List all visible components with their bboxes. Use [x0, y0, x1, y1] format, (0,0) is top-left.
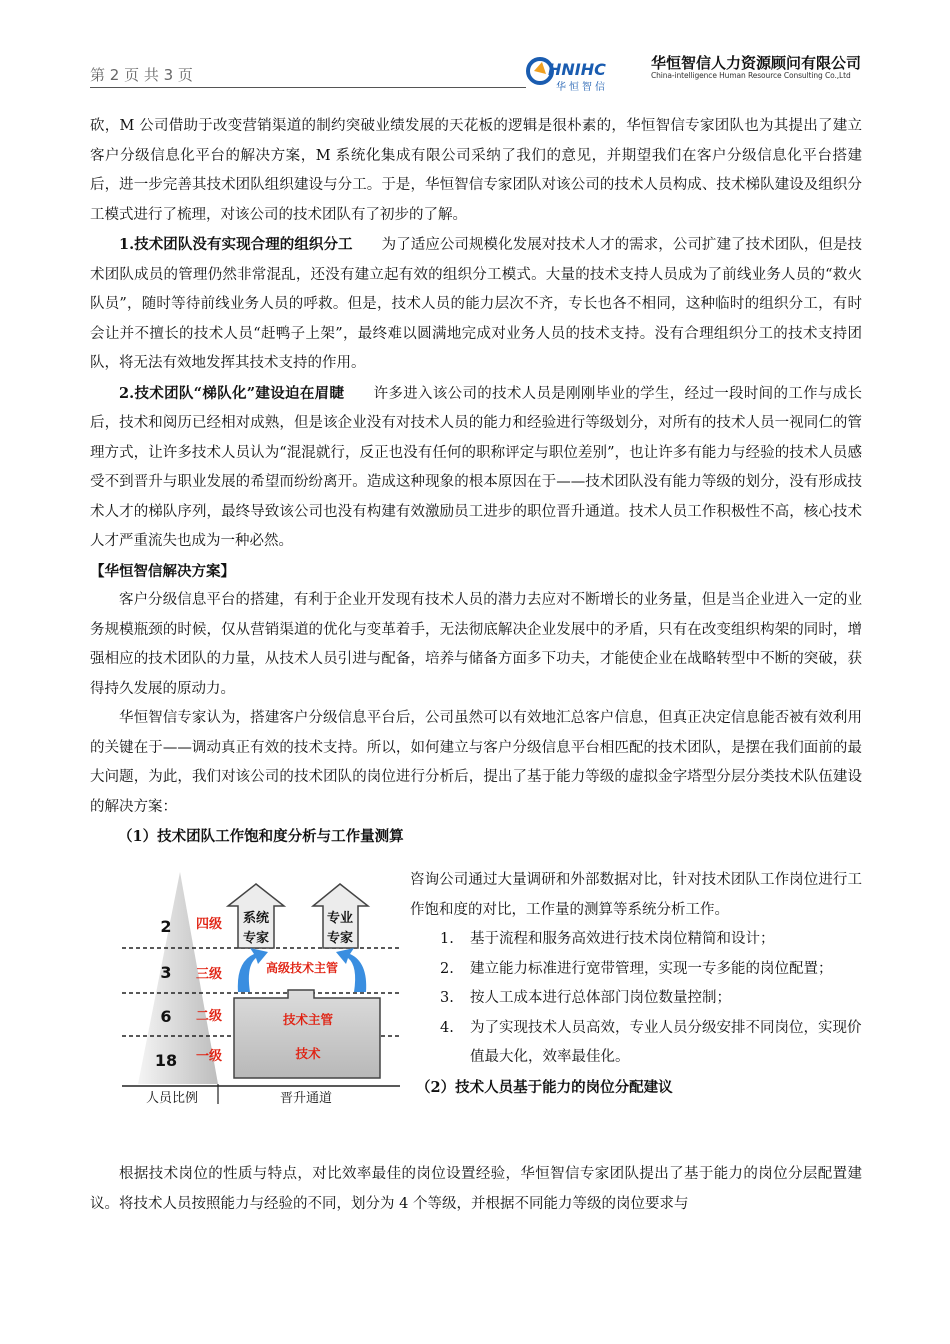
list-item: 3. 按人工成本进行总体部门岗位数量控制；: [440, 990, 731, 1006]
document-body: [90, 112, 862, 851]
company-logo: [526, 54, 866, 92]
company-name-cn: 华恒智信人力资源顾问有限公司: [651, 54, 862, 72]
logo-mark-icon: [526, 54, 646, 94]
heading-echelon: 2.技术团队“梯队化”建设迫在眉睫: [119, 384, 345, 402]
paragraph-2: [90, 230, 862, 379]
page-header: [90, 54, 862, 93]
section-title: 【华恒智信解决方案】: [90, 562, 235, 580]
level-4-label: 四级: [196, 917, 223, 932]
svg-text:专家: 专家: [326, 931, 354, 946]
bottom-paragraph-block: [90, 1160, 862, 1219]
pyramid-figure: [118, 866, 400, 1106]
paragraph-3: [90, 379, 862, 557]
heading-org-division: 1.技术团队没有实现合理的组织分工: [119, 236, 353, 253]
svg-text:华恒智信: 华恒智信: [556, 82, 608, 93]
list-item: 2. 建立能力标准进行宽带管理，实现一专多能的岗位配置；: [440, 960, 833, 977]
paragraph-4: 客户分级信息平台的搭建，有利于企业开发现有技术人员的潜力去应对不断增长的业务量，但是当企业进入一定的业务规模瓶颈的时候，仅从营销渠道的优化与变革着手，无法彻底解决企业发展中的矛盾，只有在改变组织构架的同时，增强相应的技术团队的力量，从技术人员引进与配备，培养与储备方面多下功夫，才能使企业在战略转型中不断的突破，获得持久发展的原动力。: [90, 592, 862, 697]
blue-arrow-right: [336, 948, 366, 992]
tech-label: 技术: [295, 1046, 321, 1061]
paragraph-3-text: 许多进入该公司的技术人员是刚刚毕业的学生，经过一段时间的工作与成长后，技术和阅历已经相对成熟，但是该企业没有对技术人员的能力和经验进行等级划分，对所有的技术人员一视同仁的管理方式，让许多技术人员认为“混混就行，反正也没有任何的职称评定与职位差别”，也让许多有能力与经验的技术人员感受不到晋升与职业发展的希望而纷纷离开。造成这种现象的根本原因在于——技术团队没有能力等级的划分，没有形成技术人才的梯队序列，最终导致该公司也没有构建有效激励员工进步的职位晋升通道。技术人员工作积极性不高，核心技术人才严重流失也成为一种必然。: [90, 385, 862, 549]
count-level-4: 2: [160, 917, 172, 936]
right-column: [410, 866, 862, 1102]
paragraph-5: 华恒智信专家认为，搭建客户分级信息平台后，公司虽然可以有效地汇总客户信息，但真正决定信息能否被有效利用的关键在于——调动真正有效的技术支持。所以，如何建立与客户分级信息平台相匹配的技术团队，是摆在我们面前的最大问题，为此，我们对该公司的技术团队的岗位进行分析后，提出了基于能力等级的虚拟金字塔型分层分类技术队伍建设的解决方案：: [90, 710, 862, 815]
count-level-3: 3: [160, 963, 172, 982]
caption-ratio: 人员比例: [145, 1091, 199, 1106]
blue-arrow-left: [238, 948, 268, 992]
level-3-label: 三级: [196, 967, 223, 982]
subheading-1: （1）技术团队工作饱和度分析与工作量测算: [118, 828, 404, 845]
level-1-label: 一级: [196, 1049, 223, 1064]
paragraph-1: 砍，M 公司借助于改变营销渠道的制约突破业绩发展的天花板的逻辑是很朴素的，华恒智信专家团队也为其提出了建立客户分级信息化平台的解决方案，M 系统化集成有限公司采纳了我们的意见，并期望我们在客户分级信息化平台搭建后，进一步完善其技术团队组织建设与分工。于是，华恒智信专家团队对该公司的技术人员构成、技术梯队建设及组织分工模式进行了梳理，对该公司的技术团队有了初步的了解。: [90, 118, 862, 223]
subheading-2: （2）技术人员基于能力的岗位分配建议: [416, 1078, 673, 1096]
header-rule: [90, 87, 526, 88]
count-level-1: 18: [154, 1051, 178, 1070]
count-level-2: 6: [160, 1007, 172, 1026]
paragraph-2-text: 为了适应公司规模化发展对技术人才的需求，公司扩建了技术团队，但是技术团队成员的管理仍然非常混乱，还没有建立起有效的组织分工模式。大量的技术支持人员成为了前线业务人员的“救火队员”，随时等待前线业务人员的呼救。但是，技术人员的能力层次不齐，专长也各不相同，这种临时的组织分工，有时会让并不擅长的技术人员“赶鸭子上架”，最终难以圆满地完成对业务人员的技术支持。没有合理组织分工的技术支持团队，将无法有效地发挥其技术支持的作用。: [90, 237, 863, 371]
senior-tech-lead-label: 高级技术主管: [265, 961, 339, 975]
tech-lead-label: 技术主管: [282, 1012, 334, 1027]
page-number: 第 2 页 共 3 页: [90, 66, 193, 84]
company-name-en: China-intelligence Human Resource Consulting Co.,Ltd: [651, 71, 851, 80]
caption-promotion: 晋升通道: [279, 1091, 333, 1106]
right-intro: 咨询公司通过大量调研和外部数据对比，针对技术团队工作岗位进行工作饱和度的对比，工作量的测算等系统分析工作。: [410, 872, 862, 918]
svg-text:专家: 专家: [242, 931, 270, 946]
level-2-label: 二级: [196, 1009, 223, 1024]
svg-text:系统: 系统: [242, 911, 270, 926]
list-item: 4. 为了实现技术人员高效，专业人员分级安排不同岗位，实现价值最大化，效率最佳化。: [440, 1019, 862, 1065]
measures-list: [410, 925, 862, 1073]
promotion-box: [234, 990, 380, 1078]
list-item: 1. 基于流程和服务高效进行技术岗位精简和设计；: [440, 931, 775, 947]
svg-text:专业: 专业: [326, 911, 354, 926]
svg-text:HNIHC: HNIHC: [548, 60, 606, 79]
paragraph-6: 根据技术岗位的性质与特点，对比效率最佳的岗位设置经验，华恒智信专家团队提出了基于能力的岗位分层配置建议。将技术人员按照能力与经验的不同，划分为 4 个等级，并根据不同能力等级的岗位要求与: [90, 1166, 862, 1212]
